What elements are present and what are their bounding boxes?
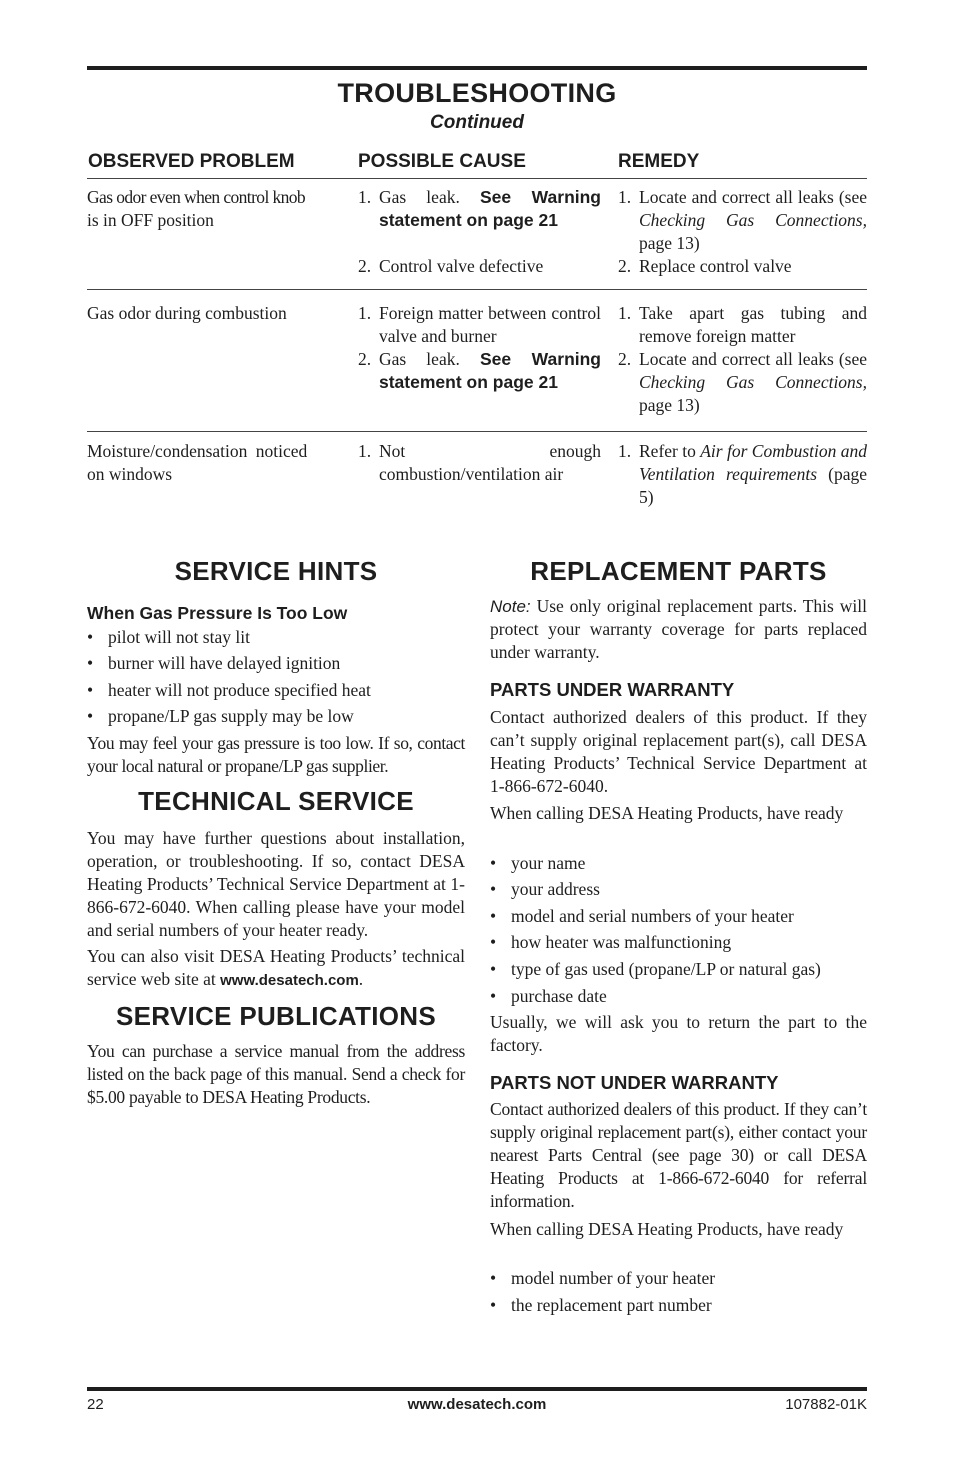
problem-text: is in OFF position bbox=[87, 210, 214, 230]
remedy-plain: page 13) bbox=[639, 395, 700, 415]
remedy-italic: Checking Gas Connections, bbox=[639, 372, 867, 392]
service-hints-paragraph: You may feel your gas pressure is too low. If so, contact your local natural or propane/LP gas supplier. bbox=[87, 733, 465, 776]
table-divider bbox=[87, 178, 867, 179]
under-warranty-calling: When calling DESA Heating Products, have ready bbox=[490, 803, 844, 823]
bullet-text: your name bbox=[511, 853, 586, 873]
parts-not-under-warranty-heading: PARTS NOT UNDER WARRANTY bbox=[490, 1072, 779, 1093]
column-header-cause: POSSIBLE CAUSE bbox=[358, 151, 526, 172]
cause-text bbox=[379, 348, 601, 394]
remedy-cell bbox=[618, 186, 867, 278]
service-publications-paragraph: You can purchase a service manual from the address listed on the back page of this manual. Send a check for $5.00 payable to DESA Heating Products. bbox=[87, 1041, 465, 1107]
problem-text: on windows bbox=[87, 464, 173, 484]
item-number: 1. bbox=[358, 441, 372, 461]
note-text: Use only original replacement parts. This will protect your warranty coverage for parts replaced under warranty. bbox=[490, 596, 868, 662]
remedy-plain: Locate and correct all leaks (see bbox=[639, 349, 867, 369]
item-number: 1. bbox=[358, 187, 372, 207]
web-text: You can also visit DESA Heating Products’ technical service web site at bbox=[87, 946, 465, 989]
service-publications-heading: SERVICE PUBLICATIONS bbox=[116, 1001, 436, 1031]
under-warranty-return: Usually, we will ask you to return the part to the factory. bbox=[490, 1012, 867, 1055]
remedy-plain: Replace control valve bbox=[639, 256, 792, 276]
footer-website[interactable]: www.desatech.com bbox=[407, 1396, 547, 1413]
list-item: • the replacement part number bbox=[490, 1295, 712, 1315]
technical-service-web-paragraph: You can also visit DESA Heating Products’ technical service web site at www.desatech.com. bbox=[87, 946, 465, 989]
cause-item bbox=[358, 255, 601, 278]
cause-item bbox=[358, 440, 601, 486]
list-item: • model number of your heater bbox=[490, 1268, 716, 1288]
remedy-text bbox=[639, 440, 867, 509]
item-number: 1. bbox=[618, 187, 632, 207]
remedy-item bbox=[618, 186, 867, 255]
list-item: • purchase date bbox=[490, 986, 607, 1006]
remedy-item bbox=[618, 440, 867, 509]
cause-plain: Gas leak. bbox=[379, 187, 460, 207]
page-title: TROUBLESHOOTING bbox=[337, 78, 617, 108]
remedy-text bbox=[639, 348, 867, 417]
remedy-italic: Checking Gas Connections, bbox=[639, 210, 867, 230]
cause-plain: Control valve defective bbox=[379, 256, 544, 276]
list-item: • model and serial numbers of your heater bbox=[490, 906, 794, 926]
item-number: 1. bbox=[618, 303, 632, 323]
bullet-text: purchase date bbox=[511, 986, 607, 1006]
bullet-text: heater will not produce specified heat bbox=[108, 680, 371, 700]
table-divider bbox=[87, 431, 867, 432]
replacement-parts-heading: REPLACEMENT PARTS bbox=[530, 556, 827, 586]
problem-text: Gas odor during combustion bbox=[87, 303, 287, 323]
top-rule bbox=[87, 66, 867, 70]
cause-cell bbox=[358, 302, 601, 394]
cause-text bbox=[379, 186, 601, 232]
list-item: • type of gas used (propane/LP or natural gas) bbox=[490, 959, 821, 979]
remedy-plain: Refer to bbox=[639, 441, 696, 461]
bullet-text: model and serial numbers of your heater bbox=[511, 906, 794, 926]
cause-bold: See Warning statement on page 21 bbox=[379, 187, 601, 230]
table-divider bbox=[87, 289, 867, 290]
bullet-text: burner will have delayed ignition bbox=[108, 653, 341, 673]
cause-plain: Not enough combustion/ventilation air bbox=[379, 441, 601, 484]
bullet-text: your address bbox=[511, 879, 600, 899]
replacement-note-paragraph bbox=[490, 595, 867, 664]
list-item: • heater will not produce specified heat bbox=[87, 680, 371, 700]
remedy-cell bbox=[618, 302, 867, 417]
remedy-plain: Take apart gas tubing and remove foreign matter bbox=[639, 303, 867, 346]
bullet-text: propane/LP gas supply may be low bbox=[108, 706, 354, 726]
cause-item bbox=[358, 302, 601, 348]
bullet-text: type of gas used (propane/LP or natural gas) bbox=[511, 959, 821, 979]
cause-cell bbox=[358, 440, 601, 486]
remedy-plain: page 13) bbox=[639, 233, 700, 253]
note-label: Note: bbox=[490, 597, 531, 616]
parts-under-warranty-heading: PARTS UNDER WARRANTY bbox=[490, 679, 735, 700]
remedy-cell bbox=[618, 440, 867, 509]
technical-service-heading: TECHNICAL SERVICE bbox=[138, 786, 414, 816]
remedy-italic: Air for Combustion and Ventilation requirements bbox=[639, 441, 867, 484]
problem-text: Moisture/condensation noticed bbox=[87, 441, 308, 461]
problem-cell bbox=[87, 302, 339, 325]
list-item: • your address bbox=[490, 879, 600, 899]
cause-cell bbox=[358, 186, 601, 278]
list-item: • your name bbox=[490, 853, 586, 873]
cause-plain: Foreign matter between control valve and burner bbox=[379, 303, 601, 346]
problem-cell bbox=[87, 186, 339, 232]
service-hints-heading: SERVICE HINTS bbox=[174, 556, 378, 586]
remedy-plain: (page 5) bbox=[639, 464, 867, 507]
bullet-text: pilot will not stay lit bbox=[108, 627, 250, 647]
item-number: 2. bbox=[618, 349, 632, 369]
list-item: • pilot will not stay lit bbox=[87, 627, 250, 647]
list-item: • burner will have delayed ignition bbox=[87, 653, 341, 673]
under-warranty-paragraph: Contact authorized dealers of this product. If they can’t supply original replacement part(s), call DESA Heating Products’ Technical Service Department at 1-866-672-6040. bbox=[490, 707, 867, 796]
page-subtitle: Continued bbox=[430, 112, 524, 133]
not-under-warranty-calling: When calling DESA Heating Products, have ready bbox=[490, 1219, 844, 1239]
item-number: 2. bbox=[358, 256, 372, 276]
cause-item bbox=[358, 348, 601, 394]
not-under-warranty-paragraph: Contact authorized dealers of this product. If they can’t supply original replacement part(s), either contact your nearest Parts Central (see page 30) or call DESA Heating Products at 1-866-672-6040 for referral information. bbox=[490, 1099, 867, 1211]
item-number: 1. bbox=[358, 303, 372, 323]
list-item: • how heater was malfunctioning bbox=[490, 932, 732, 952]
item-number: 1. bbox=[618, 441, 632, 461]
item-number: 2. bbox=[618, 256, 632, 276]
remedy-item bbox=[618, 348, 867, 417]
service-hints-subheading: When Gas Pressure Is Too Low bbox=[87, 603, 348, 623]
cause-bold: See Warning statement on page 21 bbox=[379, 349, 601, 392]
remedy-item bbox=[618, 255, 867, 278]
bottom-rule bbox=[87, 1387, 867, 1391]
page-number: 22 bbox=[87, 1396, 104, 1413]
item-number: 2. bbox=[358, 349, 372, 369]
cause-plain: Gas leak. bbox=[379, 349, 460, 369]
column-header-problem: OBSERVED PROBLEM bbox=[88, 151, 295, 172]
column-header-remedy: REMEDY bbox=[618, 151, 700, 172]
problem-cell bbox=[87, 440, 339, 486]
problem-text: Gas odor even when control knob bbox=[87, 187, 306, 207]
cause-item bbox=[358, 186, 601, 232]
document-number: 107882-01K bbox=[785, 1396, 867, 1413]
bullet-text: the replacement part number bbox=[511, 1295, 712, 1315]
list-item: • propane/LP gas supply may be low bbox=[87, 706, 354, 726]
remedy-plain: Locate and correct all leaks (see bbox=[639, 187, 867, 207]
bullet-text: how heater was malfunctioning bbox=[511, 932, 732, 952]
bullet-text: model number of your heater bbox=[511, 1268, 716, 1288]
remedy-item bbox=[618, 302, 867, 348]
technical-service-paragraph: You may have further questions about installation, operation, or troubleshooting. If so, contact DESA Heating Products’ Technical Service Department at 1-866-672-6040. When calling please have your model and serial numbers of your heater ready. bbox=[87, 828, 465, 940]
remedy-text bbox=[639, 186, 867, 255]
website-link[interactable]: www.desatech.com bbox=[220, 972, 359, 989]
